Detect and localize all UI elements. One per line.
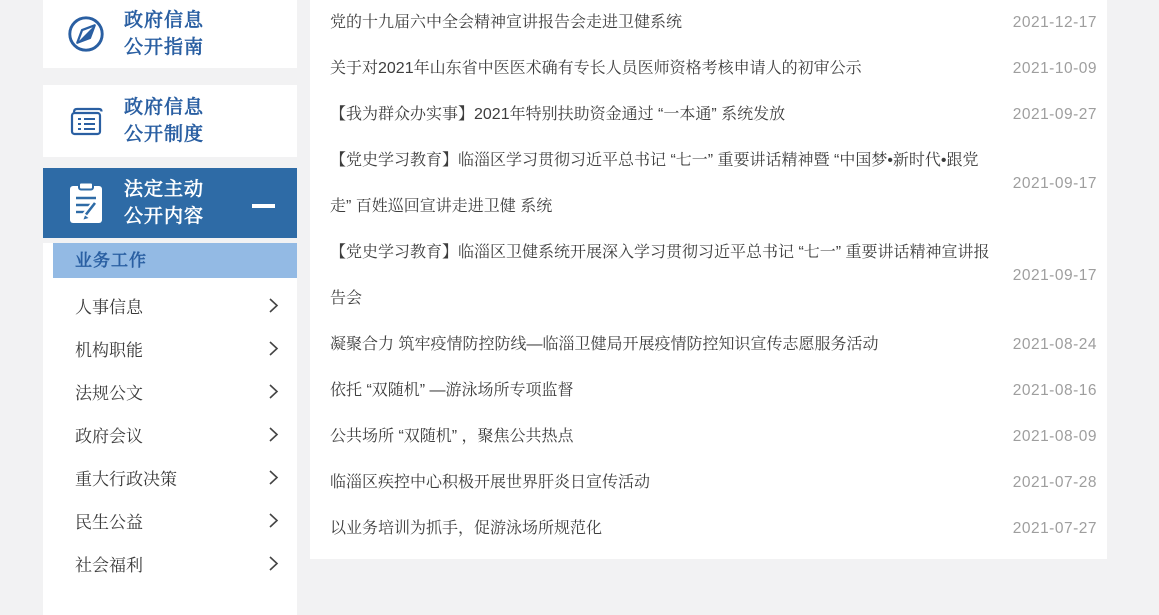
news-title-link[interactable]: 党的十九届六中全会精神宣讲报告会走进卫健系统 (330, 14, 683, 31)
news-row[interactable] (310, 414, 1107, 460)
chevron-right-icon (268, 383, 279, 400)
news-row[interactable] (310, 460, 1107, 506)
news-title-link[interactable]: 【党史学习教育】临淄区学习贯彻习近平总书记 “七一” 重要讲话精神暨 “中国梦•新时代•跟党走” 百姓巡回宣讲走进卫健 系统 (330, 152, 979, 215)
sidebar-menu-item[interactable] (43, 456, 297, 499)
collapse-minus-icon[interactable] (252, 204, 275, 208)
news-title-link[interactable]: 以业务培训为抓手，促游泳场所规范化 (330, 520, 603, 537)
sidebar-menu-item-label: 民生公益 (75, 513, 143, 532)
chevron-right-icon (268, 426, 279, 443)
sidebar-menu-item-label: 机构职能 (75, 341, 143, 360)
sidebar-submenu (43, 243, 297, 615)
clipboard-pencil-icon (65, 180, 107, 226)
news-row[interactable] (310, 92, 1107, 138)
news-row[interactable] (310, 230, 1107, 322)
sidebar-menu-item-label: 人事信息 (75, 298, 143, 317)
sidebar-item-label: 政府信息 公开指南 (124, 10, 205, 58)
news-date: 2021-07-28 (1012, 474, 1097, 491)
news-row[interactable] (310, 322, 1107, 368)
sidebar-menu-item-label: 社会福利 (75, 556, 143, 575)
sidebar (43, 0, 297, 615)
news-date: 2021-08-16 (1012, 382, 1097, 399)
sidebar-item-label: 法定主动 公开内容 (124, 179, 205, 227)
news-date: 2021-09-27 (1012, 106, 1097, 123)
sidebar-menu-item[interactable] (43, 327, 297, 370)
chevron-right-icon (268, 555, 279, 572)
news-date: 2021-08-24 (1012, 336, 1097, 353)
news-date: 2021-12-17 (1012, 14, 1097, 31)
news-row[interactable] (310, 0, 1107, 46)
chevron-right-icon (268, 297, 279, 314)
sidebar-submenu-list (43, 284, 297, 585)
sidebar-item-business-work[interactable]: 业务工作 (53, 243, 297, 278)
news-row[interactable] (310, 46, 1107, 92)
news-date: 2021-09-17 (1012, 175, 1097, 192)
sidebar-item-legal-disclosure-active[interactable] (43, 168, 297, 238)
sidebar-menu-item[interactable] (43, 499, 297, 542)
chevron-right-icon (268, 512, 279, 529)
sidebar-menu-item[interactable] (43, 413, 297, 456)
news-title-link[interactable]: 【党史学习教育】临淄区卫健系统开展深入学习贯彻习近平总书记 “七一” 重要讲话精神宣讲报告会 (330, 244, 990, 307)
news-title-link[interactable]: 临淄区疾控中心积极开展世界肝炎日宣传活动 (330, 474, 651, 491)
news-title-link[interactable]: 【我为群众办实事】2021年特别扶助资金通过 “一本通” 系统发放 (330, 106, 786, 123)
ledger-icon (65, 100, 107, 142)
chevron-right-icon (268, 340, 279, 357)
sidebar-menu-item[interactable] (43, 370, 297, 413)
news-list (310, 0, 1107, 552)
news-date: 2021-08-09 (1012, 428, 1097, 445)
sidebar-item-gov-info-guide[interactable] (43, 0, 297, 68)
news-title-link[interactable]: 凝聚合力 筑牢疫情防控防线—临淄卫健局开展疫情防控知识宣传志愿服务活动 (330, 336, 879, 353)
news-date: 2021-09-17 (1012, 267, 1097, 284)
news-date: 2021-10-09 (1012, 60, 1097, 77)
sidebar-menu-item-label: 法规公文 (75, 384, 143, 403)
compass-icon (65, 15, 107, 53)
news-title-link[interactable]: 公共场所 “双随机” ，聚焦公共热点 (330, 428, 574, 445)
sidebar-menu-item[interactable] (43, 284, 297, 327)
sidebar-menu-item-label: 重大行政决策 (75, 470, 177, 489)
sidebar-item-label: 政府信息 公开制度 (124, 97, 205, 145)
news-title-link[interactable]: 关于对2021年山东省中医医术确有专长人员医师资格考核申请人的初审公示 (330, 60, 862, 77)
news-date: 2021-07-27 (1012, 520, 1097, 537)
sidebar-menu-item[interactable] (43, 542, 297, 585)
news-panel (310, 0, 1107, 559)
news-title-link[interactable]: 依托 “双随机” —游泳场所专项监督 (330, 382, 574, 399)
news-row[interactable] (310, 506, 1107, 552)
news-row[interactable] (310, 138, 1107, 230)
sidebar-item-gov-info-system[interactable] (43, 85, 297, 157)
chevron-right-icon (268, 469, 279, 486)
news-row[interactable] (310, 368, 1107, 414)
sidebar-menu-item-label: 政府会议 (75, 427, 143, 446)
